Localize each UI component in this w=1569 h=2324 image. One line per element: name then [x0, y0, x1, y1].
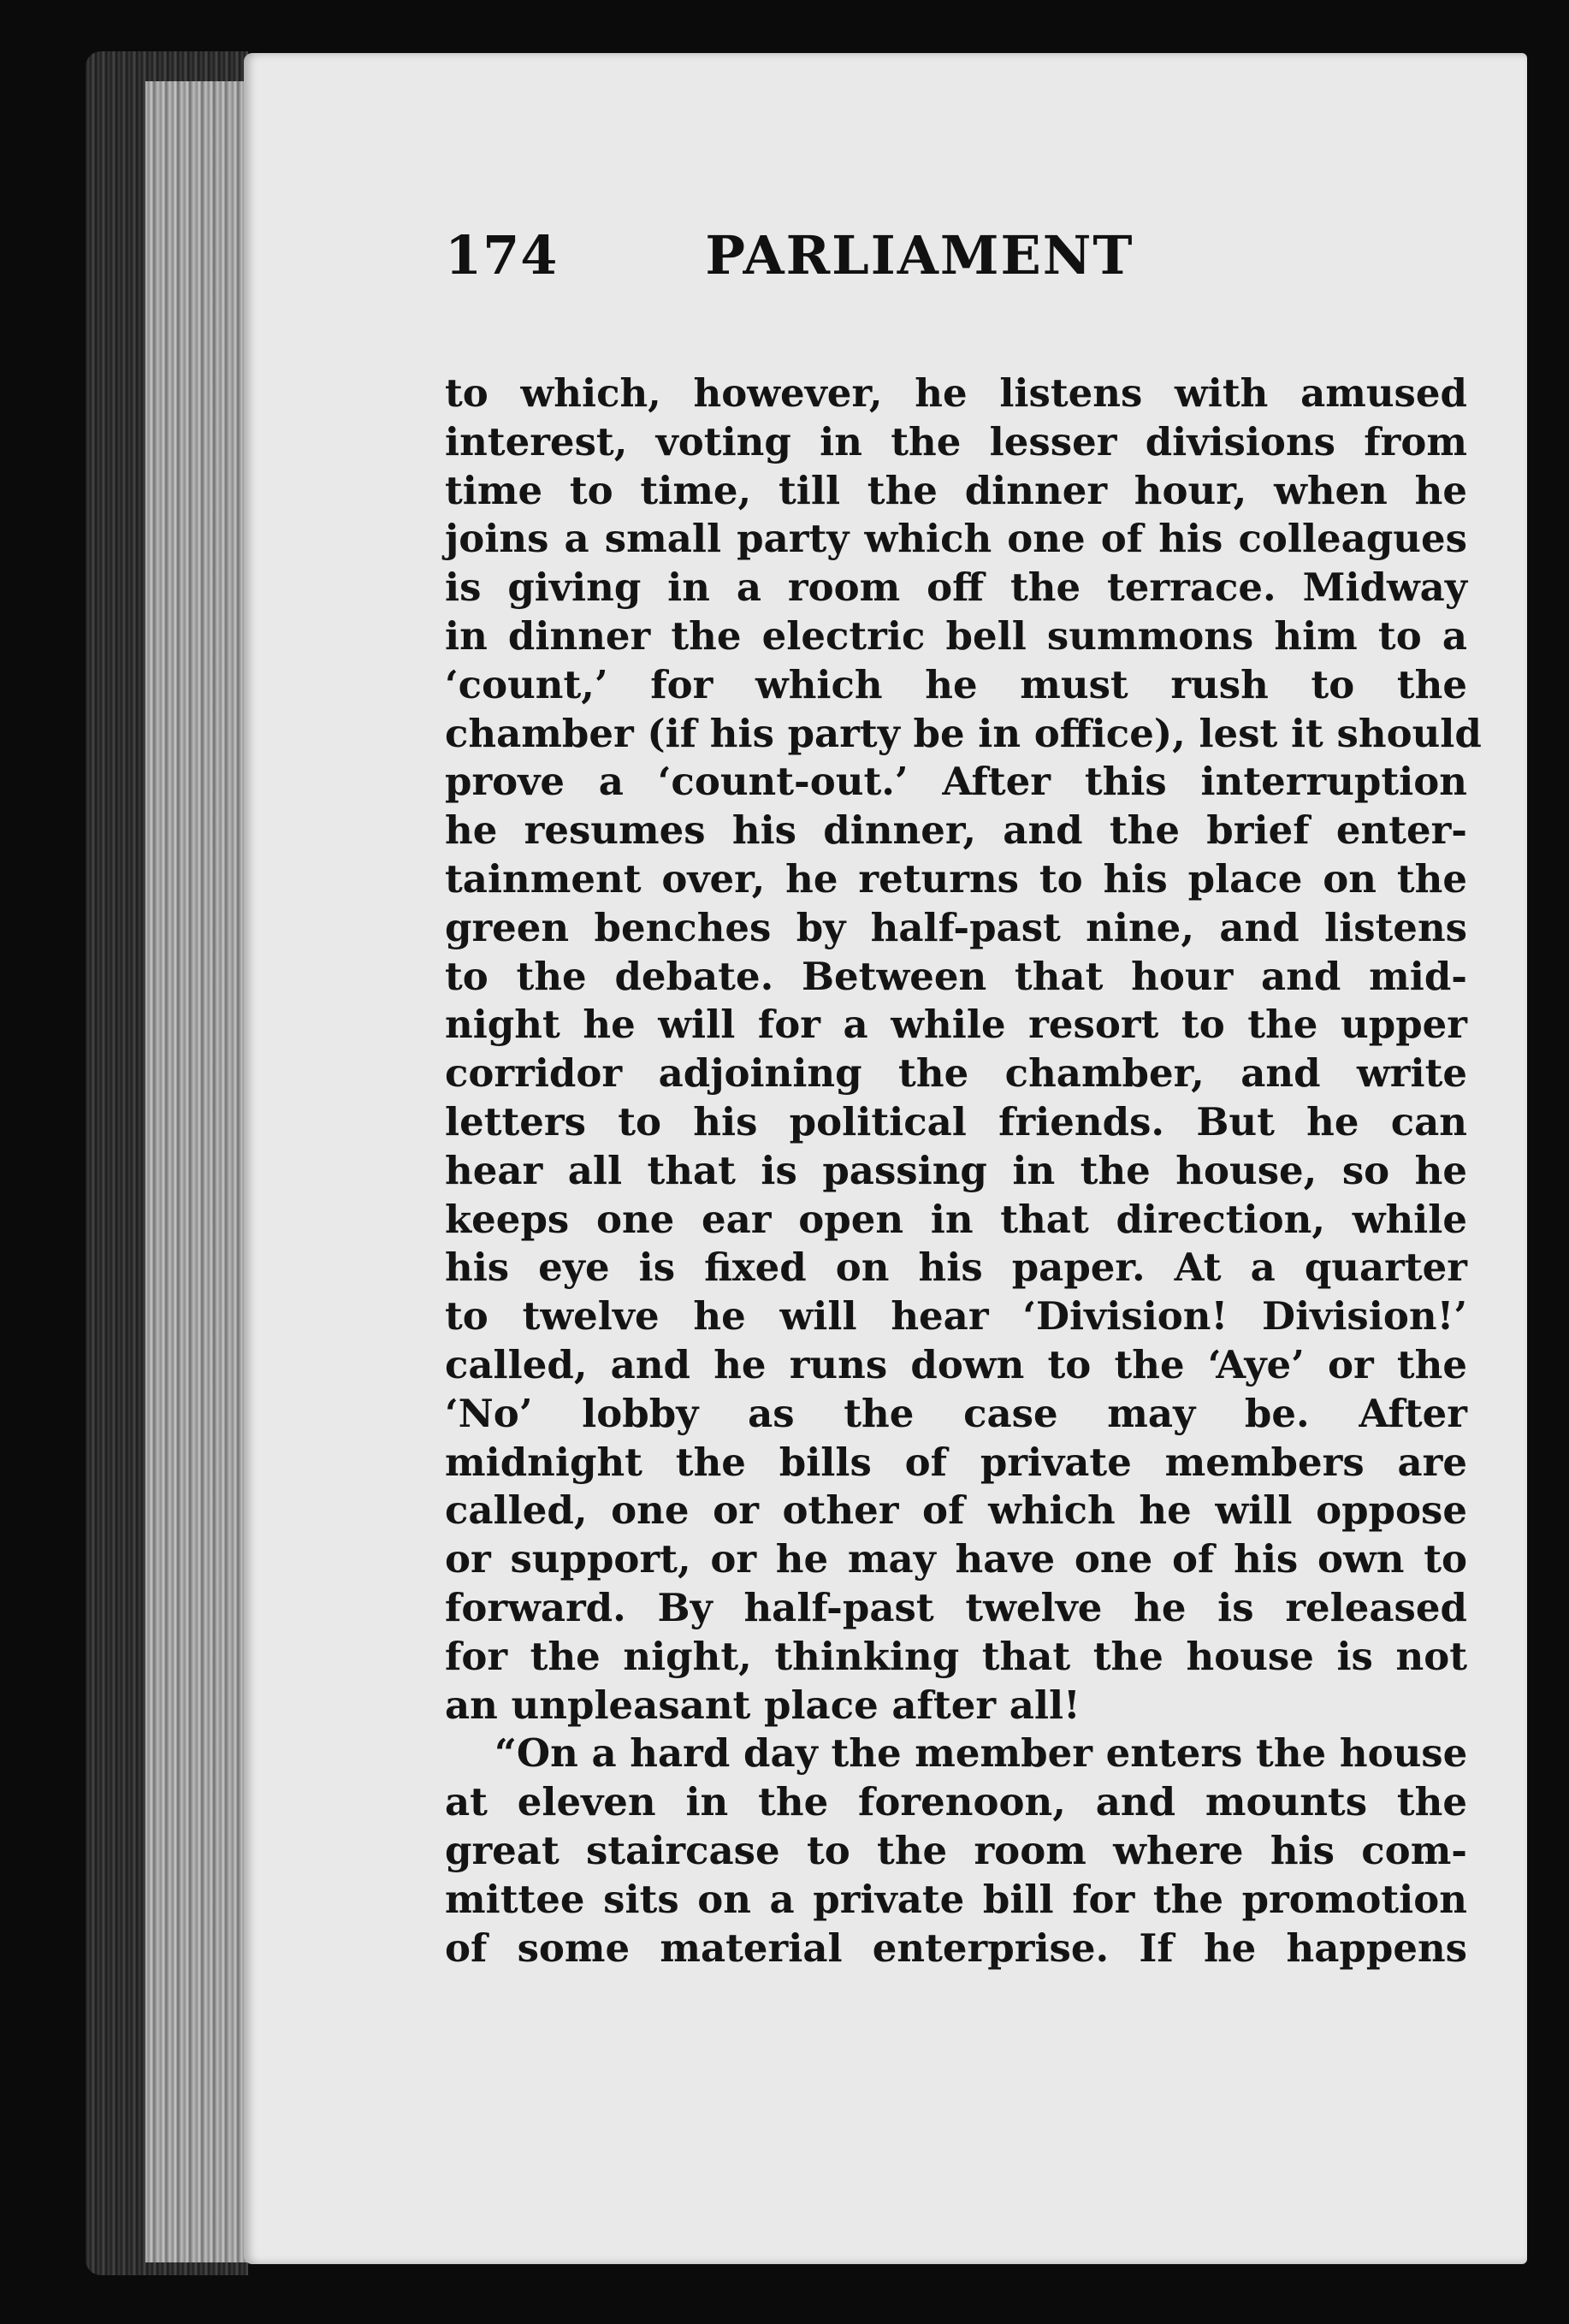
text-line: to twelve he will hear ‘Division! Division!’: [445, 1293, 1467, 1339]
body-text: [445, 370, 1482, 1972]
text-line: tainment over, he returns to his place on the: [445, 855, 1467, 902]
text-line: or support, or he may have one of his own to: [445, 1536, 1467, 1582]
text-line: of some material enterprise. If he happens: [445, 1925, 1467, 1971]
page-number: 174: [445, 224, 559, 287]
paragraph-start-line: “On a hard day the member enters the house: [494, 1730, 1468, 1777]
text-line: keeps one ear open in that direction, while: [445, 1196, 1467, 1242]
text-line: ‘No’ lobby as the case may be. After: [445, 1390, 1467, 1436]
text-line: mittee sits on a private bill for the promotion: [445, 1876, 1467, 1922]
text-line: joins a small party which one of his colleagues: [445, 516, 1467, 562]
book-page: [244, 53, 1527, 2264]
text-line: he resumes his dinner, and the brief enter-: [445, 807, 1467, 854]
running-title: PARLIAMENT: [705, 224, 1134, 287]
text-line: to the debate. Between that hour and mid-: [445, 953, 1467, 999]
text-line: letters to his political friends. But he can: [445, 1098, 1467, 1144]
text-line: his eye is fixed on his paper. At a quarter: [445, 1245, 1467, 1291]
text-line: for the night, thinking that the house is not: [445, 1633, 1467, 1679]
text-line: chamber (if his party be in office), lest it should: [445, 710, 1482, 756]
text-line: prove a ‘count-out.’ After this interruption: [445, 759, 1467, 805]
text-line: at eleven in the forenoon, and mounts the: [445, 1779, 1467, 1825]
text-line: great staircase to the room where his com-: [445, 1827, 1467, 1873]
text-line: forward. By half-past twelve he is released: [445, 1584, 1467, 1630]
text-line: green benches by half-past nine, and listens: [445, 904, 1467, 950]
text-line: hear all that is passing in the house, so he: [445, 1147, 1467, 1193]
text-line: night he will for a while resort to the upper: [445, 1002, 1467, 1048]
text-line: called, and he runs down to the ‘Aye’ or the: [445, 1341, 1467, 1387]
text-line: midnight the bills of private members are: [445, 1439, 1467, 1485]
text-line: to which, however, he listens with amused: [445, 370, 1467, 416]
text-line: time to time, till the dinner hour, when he: [445, 467, 1467, 513]
running-head: [445, 224, 1394, 318]
text-line: in dinner the electric bell summons him to a: [445, 612, 1467, 659]
text-line: interest, voting in the lesser divisions from: [445, 418, 1467, 464]
paragraph-end-line: an unpleasant place after all!: [445, 1682, 1081, 1728]
text-line: called, one or other of which he will oppose: [445, 1487, 1467, 1534]
text-line: ‘count,’ for which he must rush to the: [445, 661, 1467, 707]
text-line: corridor adjoining the chamber, and write: [445, 1050, 1467, 1097]
text-line: is giving in a room off the terrace. Midway: [445, 565, 1467, 611]
